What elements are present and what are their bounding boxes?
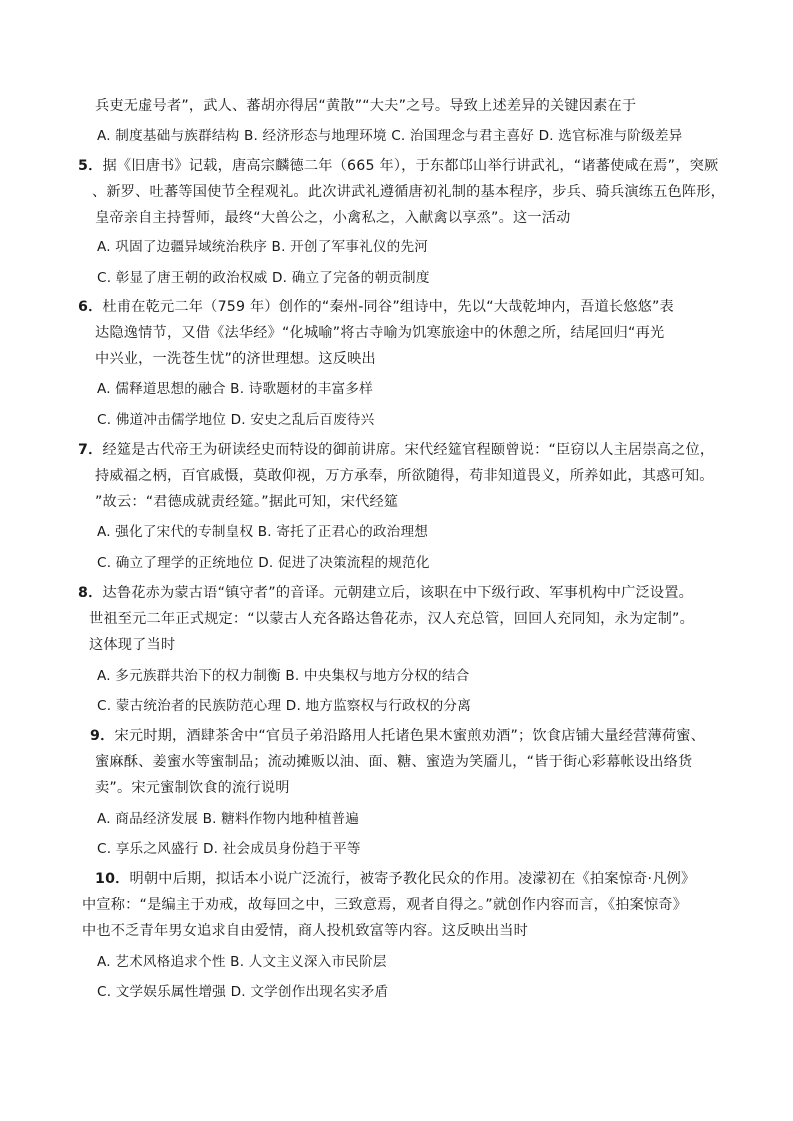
q6-stem	[78, 297, 674, 317]
q10-stem-line3: 中也不乏青年男女追求自由爱情，商人投机致富等内容。这反映出当时	[82, 923, 529, 939]
q9-number: 9．	[90, 728, 115, 744]
q10-options-row2: C. 文学娱乐属性增强 D. 文学创作出现名实矛盾	[97, 984, 389, 1000]
q9-options-row1: A. 商品经济发展 B. 糖料作物内地种植普遍	[97, 811, 360, 827]
q5-stem-line3: 皇帝亲自主持誓师，最终“大兽公之，小禽私之，入献禽以享烝”。这一活动	[95, 210, 571, 226]
q5-number: 5．	[78, 158, 103, 174]
q9-stem-line2: 蜜麻酥、姜蜜水等蜜制品；流动摊贩以油、面、糖、蜜造为笑靥儿，“皆于街心彩幕帐设出络货	[95, 754, 693, 770]
q7-number: 7．	[78, 442, 103, 458]
q8-stem-line3: 这体现了当时	[89, 637, 176, 653]
q10-number: 10．	[95, 871, 130, 887]
q8-options-row2: C. 蒙古统治者的民族防范心理 D. 地方监察权与行政权的分离	[97, 698, 472, 714]
q7-options-row2: C. 确立了理学的正统地位 D. 促进了决策流程的规范化	[97, 555, 430, 571]
q10-stem	[95, 869, 695, 889]
q8-stem	[78, 583, 693, 603]
q6-stem-line2: 达隐逸情节，又借《法华经》“化城喻”将古寺喻为饥寒旅途中的休憩之所，结尾回归“再光	[95, 325, 665, 341]
q7-stem	[78, 440, 714, 460]
q6-stem-line3: 中兴业，一洗苍生忧”的济世理想。这反映出	[95, 351, 376, 367]
q10-options-row1: A. 艺术风格追求个性 B. 人文主义深入市民阶层	[97, 954, 387, 970]
q7-stem-line1: 经筵是古代帝王为研读经史而特设的御前讲席。宋代经筵官程颐曾说：“臣窃以人主居崇高之位，	[102, 442, 715, 458]
q8-stem-line2: 世祖至元二年正式规定：“以蒙古人充各路达鲁花赤，汉人充总管，回回人充同知，永为定制”。	[89, 611, 694, 627]
q10-stem-line2: 中宣称：“是编主于劝戒，故每回之中，三致意焉，观者自得之。”就创作内容而言，《拍案惊奇》	[82, 897, 688, 913]
q4-options: A. 制度基础与族群结构 B. 经济形态与地理环境 C. 治国理念与君主喜好 D. 选官标准与阶级差异	[97, 128, 683, 144]
q6-options-row1: A. 儒释道思想的融合 B. 诗歌题材的丰富多样	[97, 381, 373, 397]
q5-stem	[78, 156, 718, 176]
q7-stem-line3: ”故云：“君德成就责经筵。”据此可知，宋代经筵	[95, 494, 399, 510]
q9-stem-line3: 卖”。宋元蜜制饮食的流行说明	[95, 780, 290, 796]
q5-stem-line1: 据《旧唐书》记载，唐高宗麟德二年（665 年），于东都邙山举行讲武礼，“诸蕃使咸在焉”，突厥	[102, 158, 719, 174]
q10-stem-line1: 明朝中后期，拟话本小说广泛流行，被寄予教化民众的作用。凌濛初在《拍案惊奇·凡例》	[129, 871, 696, 887]
q4-stem-line: 兵吏无虚号者”，武人、蕃胡亦得居“黄散”“大夫”之号。导致上述差异的关键因素在于	[95, 98, 637, 114]
q9-stem-line1: 宋元时期，酒肆茶舍中“官员子弟沿路用人托诸色果木蜜煎劝酒”；饮食店铺大量经营薄荷蜜、	[114, 728, 706, 744]
q5-options-row2: C. 彰显了唐王朝的政治权威 D. 确立了完备的朝贡制度	[97, 270, 430, 286]
q6-stem-line1: 杜甫在乾元二年（759 年）创作的“秦州-同谷”组诗中，先以“大哉乾坤内，吾道长悠悠”表	[102, 299, 674, 315]
q7-stem-line2: 持威福之柄，百官戚慑，莫敢仰视，万方承奉，所欲随得，苟非知道畏义，所养如此，其惑可知。	[95, 468, 714, 484]
q8-number: 8．	[78, 585, 103, 601]
q8-options-row1: A. 多元族群共治下的权力制衡 B. 中央集权与地方分权的结合	[97, 668, 470, 684]
q6-options-row2: C. 佛道冲击儒学地位 D. 安史之乱后百废待兴	[97, 412, 375, 428]
q9-stem	[90, 726, 705, 746]
q5-stem-line2: 、新罗、吐蕃等国使节全程观礼。此次讲武礼遵循唐初礼制的基本程序，步兵、骑兵演练五色阵形，	[92, 184, 726, 200]
q5-options-row1: A. 巩固了边疆异域统治秩序 B. 开创了军事礼仪的先河	[97, 239, 429, 255]
q6-number: 6．	[78, 299, 103, 315]
q9-options-row2: C. 享乐之风盛行 D. 社会成员身份趋于平等	[97, 841, 361, 857]
q8-stem-line1: 达鲁花赤为蒙古语“镇守者”的音译。元朝建立后，该职在中下级行政、军事机构中广泛设置。	[102, 585, 694, 601]
q7-options-row1: A. 强化了宋代的专制皇权 B. 寄托了正君心的政治理想	[97, 524, 429, 540]
